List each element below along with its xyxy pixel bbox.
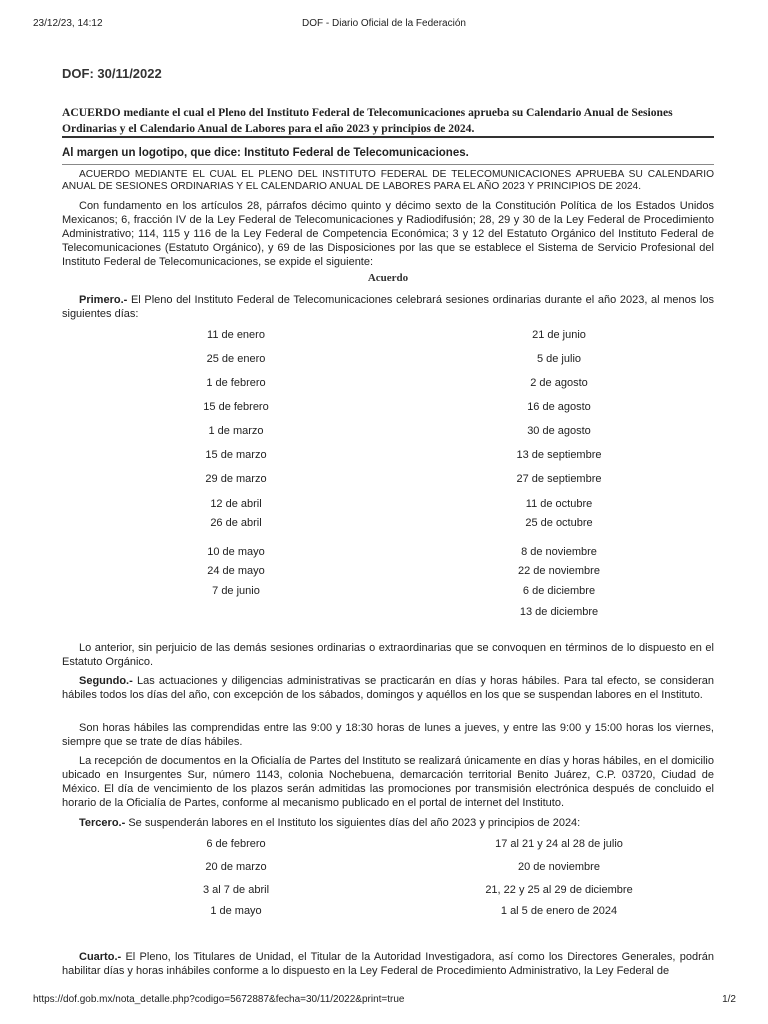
tercero-label: Tercero.-	[79, 817, 126, 829]
sesion-date: 12 de abril	[210, 498, 262, 510]
print-url: https://dof.gob.mx/nota_detalle.php?codigo=5672887&fecha=30/11/2022&print=true	[33, 994, 405, 1005]
suspension-date: 17 al 21 y 24 al 28 de julio	[495, 838, 623, 850]
sesion-date: 11 de octubre	[525, 498, 593, 510]
suspension-date: 6 de febrero	[206, 838, 266, 850]
page-number: 1/2	[722, 994, 736, 1005]
note-divider	[62, 164, 714, 165]
margin-note: Al margen un logotipo, que dice: Instituto Federal de Telecomunicaciones.	[62, 147, 469, 159]
segundo-paragraph	[62, 674, 714, 702]
lo-anterior-paragraph: Lo anterior, sin perjuicio de las demás sesiones ordinarias o extraordinarias que se convoquen en términos de lo dispuesto en el Estatuto Orgánico.	[62, 642, 714, 668]
segundo-text: Las actuaciones y diligencias administrativas se practicarán en días y horas hábiles. Para tal efecto, se consideran hábiles todos los días del año, con excepción de los sábados, domingos y aquéllos en los que se suspendan labores en el Instituto.	[62, 675, 714, 701]
sesion-date: 13 de septiembre	[516, 449, 602, 461]
sesion-date: 25 de octubre	[525, 517, 593, 529]
sesion-date: 2 de agosto	[530, 377, 588, 389]
sesion-date: 15 de febrero	[203, 401, 269, 413]
fundamento-paragraph: Con fundamento en los artículos 28, párrafos décimo quinto y décimo sexto de la Constitución Política de los Estados Unidos Mexicanos; 6, fracción IV de la Ley Federal de Telecomunicaciones y Radiodifusión; 28, 29 y 30 de la Ley Federal de Procedimiento Administrativo; 114, 115 y 116 de la Ley Federal de Competencia Económica; 3 y 12 del Estatuto Orgánico del Instituto Federal de Telecomunicaciones (Estatuto Orgánico), y 69 de las Disposiciones por las que se establece el Sistema de Servicio Profesional del Instituto Federal de Telecomunicaciones, se expide el siguiente:	[62, 200, 714, 268]
sesion-date: 5 de julio	[536, 353, 582, 365]
sesion-date: 10 de mayo	[207, 546, 265, 558]
dof-date: DOF: 30/11/2022	[62, 66, 162, 81]
sesion-date: 27 de septiembre	[516, 473, 602, 485]
primero-text: El Pleno del Instituto Federal de Telecomunicaciones celebrará sesiones ordinarias durante el año 2023, al menos los siguientes días:	[62, 294, 714, 320]
sesion-date: 25 de enero	[206, 353, 266, 365]
primero-paragraph	[62, 293, 714, 321]
sesion-date: 1 de febrero	[206, 377, 266, 389]
sesion-date: 13 de diciembre	[519, 606, 599, 618]
suspension-date: 20 de noviembre	[518, 861, 600, 873]
sesion-date: 29 de marzo	[205, 473, 267, 485]
suspension-date: 1 al 5 de enero de 2024	[500, 905, 618, 917]
sesion-date: 30 de agosto	[527, 425, 591, 437]
sesion-date: 6 de diciembre	[522, 585, 596, 597]
sesion-date: 7 de junio	[212, 585, 260, 597]
recepcion-paragraph: La recepción de documentos en la Oficialía de Partes del Instituto se realizará únicamente en días y horas hábiles, en el domicilio ubicado en Insurgentes Sur, número 1143, colonia Nochebuena, demarcación territorial Benito Juárez, C.P. 03720, Ciudad de México. El día de vencimiento de los plazos serán admitidas las promociones por transmisión electrónica después de concluido el horario de la Oficialía de Partes, conforme al mecanismo publicado en el portal de internet del Instituto.	[62, 755, 714, 809]
cuarto-text: El Pleno, los Titulares de Unidad, el Titular de la Autoridad Investigadora, así como los Directores Generales, podrán habilitar días y horas inhábiles conforme a lo dispuesto en la Ley Federal de Procedimiento Administrativo, la Ley Federal de	[62, 951, 714, 977]
tercero-text: Se suspenderán labores en el Instituto los siguientes días del año 2023 y principios de 2024:	[125, 817, 581, 829]
sesion-date: 1 de marzo	[208, 425, 264, 437]
title-divider	[62, 136, 714, 138]
suspension-date: 1 de mayo	[210, 905, 262, 917]
sesion-date: 21 de junio	[532, 329, 586, 341]
acuerdo-heading: Acuerdo	[367, 272, 409, 284]
suspension-date: 21, 22 y 25 al 29 de diciembre	[485, 884, 633, 896]
tercero-paragraph	[62, 816, 714, 830]
sesion-date: 22 de noviembre	[518, 565, 600, 577]
cuarto-paragraph	[62, 950, 714, 978]
print-datetime: 23/12/23, 14:12	[33, 18, 103, 29]
caps-heading: ACUERDO MEDIANTE EL CUAL EL PLENO DEL INSTITUTO FEDERAL DE TELECOMUNICACIONES APRUEBA SU CALENDARIO ANUAL DE SESIONES ORDINARIAS Y EL CALENDARIO ANUAL DE LABORES PARA EL AÑO 2023 Y PRINCIPIOS DE 2024.	[62, 169, 714, 192]
sesion-date: 15 de marzo	[205, 449, 267, 461]
print-site-title: DOF - Diario Oficial de la Federación	[302, 18, 466, 29]
sesion-date: 26 de abril	[210, 517, 262, 529]
sesion-date: 24 de mayo	[207, 565, 265, 577]
cuarto-label: Cuarto.-	[79, 951, 122, 963]
horas-habiles-paragraph: Son horas hábiles las comprendidas entre las 9:00 y 18:30 horas de lunes a jueves, y entre las 9:00 y 15:00 horas los viernes, siempre que se trate de días hábiles.	[62, 722, 714, 748]
sesion-date: 8 de noviembre	[521, 546, 597, 558]
primero-label: Primero.-	[79, 294, 128, 306]
suspension-date: 20 de marzo	[205, 861, 267, 873]
suspension-date: 3 al 7 de abril	[202, 884, 270, 896]
document-title: ACUERDO mediante el cual el Pleno del Instituto Federal de Telecomunicaciones aprueba su Calendario Anual de Sesiones Ordinarias y el Calendario Anual de Labores para el año 2023 y principios de 2024.	[62, 106, 673, 135]
sesion-date: 11 de enero	[207, 329, 265, 341]
segundo-label: Segundo.-	[79, 675, 133, 687]
sesion-date: 16 de agosto	[527, 401, 591, 413]
